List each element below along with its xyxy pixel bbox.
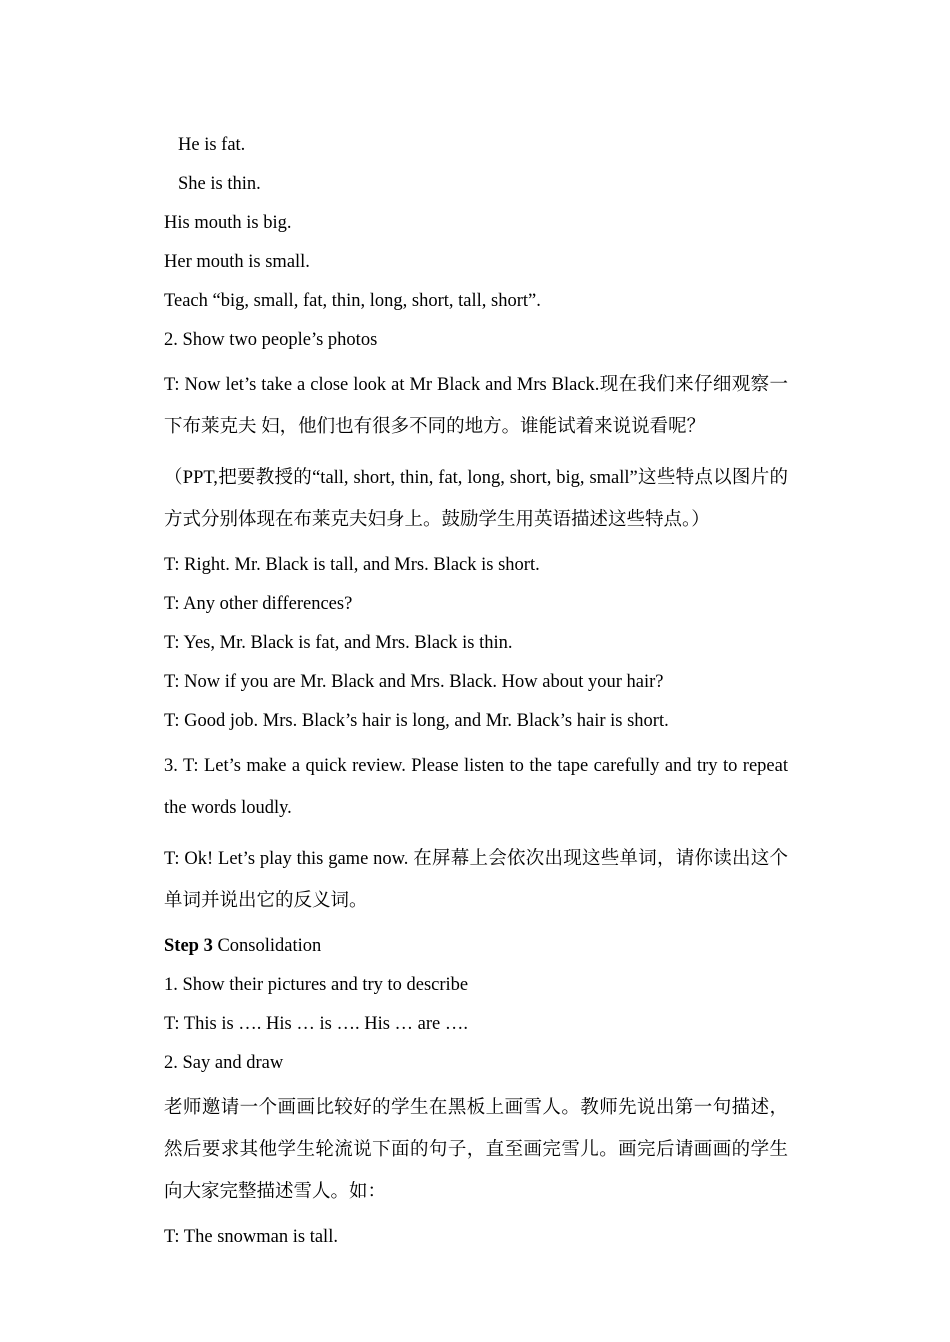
text-paragraph: T: Now let’s take a close look at Mr Black and Mrs Black.现在我们来仔细观察一下布莱克夫 妇，他们也有很多不同的地方。谁能试着来说说看呢？	[164, 375, 788, 437]
text-paragraph: 老师邀请一个画画比较好的学生在黑板上画雪人。教师先说出第一句描述，然后要求其他学生轮流说下面的句子，直至画完雪儿。画完后请画画的学生向大家完整描述雪人。如：	[164, 1098, 788, 1202]
text-line: T: This is …. His … is …. His … are ….	[164, 1014, 468, 1034]
text-paragraph: 3. T: Let’s make a quick review. Please listen to the tape carefully and try to repeat the words loudly.	[164, 756, 788, 818]
text-line: T: The snowman is tall.	[164, 1227, 338, 1247]
text-line: He is fat.	[178, 135, 246, 155]
text-line: 1. Show their pictures and try to describe	[164, 975, 469, 995]
text-paragraph: T: Ok! Let’s play this game now. 在屏幕上会依次出现这些单词，请你读出这个单词并说出它的反义词。	[164, 849, 788, 911]
step-label: Step 3	[164, 936, 213, 956]
text-line: Her mouth is small.	[164, 252, 310, 272]
text-line: His mouth is big.	[164, 213, 292, 233]
text-line: 2. Say and draw	[164, 1053, 284, 1073]
text-line: T: Now if you are Mr. Black and Mrs. Black. How about your hair?	[164, 672, 664, 692]
text-paragraph: （PPT,把要教授的“tall, short, thin, fat, long, short, big, small”这些特点以图片的方式分别体现在布莱克夫妇身上。鼓励学生用英语描述这些特点。）	[164, 468, 788, 530]
step-title: Consolidation	[212, 936, 322, 956]
text-line: T: Yes, Mr. Black is fat, and Mrs. Black is thin.	[164, 633, 513, 653]
text-line: 2. Show two people’s photos	[164, 330, 378, 350]
text-line: T: Right. Mr. Black is tall, and Mrs. Black is short.	[164, 555, 540, 575]
document-body	[164, 130, 788, 1261]
text-line: She is thin.	[178, 174, 261, 194]
section-heading	[164, 931, 788, 970]
text-line: T: Good job. Mrs. Black’s hair is long, and Mr. Black’s hair is short.	[164, 711, 669, 731]
text-line: Teach “big, small, fat, thin, long, short, tall, short”.	[164, 291, 541, 311]
text-line: T: Any other differences?	[164, 594, 353, 614]
